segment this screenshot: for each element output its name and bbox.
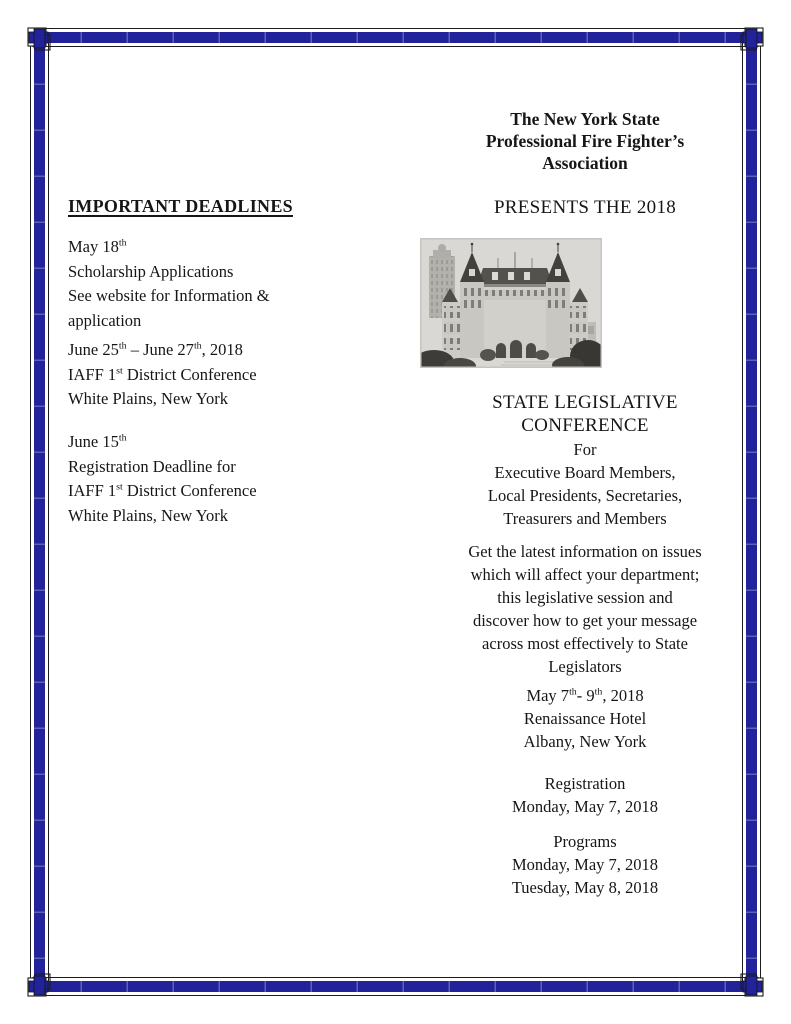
- audience-line: Local Presidents, Secretaries,: [487, 486, 683, 505]
- deadline-text: IAFF 1st District Conference: [68, 364, 257, 384]
- capitol-photo: [420, 238, 750, 368]
- deadline-text: See website for Information &: [68, 286, 270, 305]
- event-dates: May 7th- 9th, 2018: [526, 686, 644, 705]
- conference-title: [420, 392, 750, 437]
- programs-heading: Programs: [553, 832, 617, 851]
- programs-schedule: [420, 830, 750, 899]
- deadline-text: White Plains, New York: [68, 389, 228, 408]
- deadline-item-scholarship: [68, 235, 270, 333]
- description-line: which will affect your department;: [470, 565, 700, 584]
- deadline-date: May 18th: [68, 237, 127, 256]
- event-city: Albany, New York: [523, 732, 647, 751]
- programs-date: Monday, May 7, 2018: [511, 855, 659, 874]
- organization-name-line: The New York State: [510, 109, 660, 129]
- description-line: across most effectively to State: [482, 634, 688, 653]
- capitol-photo-illustration: [420, 238, 602, 368]
- description-line: this legislative session and: [497, 588, 673, 607]
- conference-description: [420, 540, 750, 678]
- event-date-location: [420, 684, 750, 753]
- organization-name-line: Association: [542, 153, 628, 173]
- conference-title-line: STATE LEGISLATIVE: [492, 392, 678, 413]
- registration-date: Monday, May 7, 2018: [511, 797, 659, 816]
- deadline-text: application: [68, 310, 142, 330]
- audience-line: Treasurers and Members: [503, 509, 667, 528]
- deadline-text: IAFF 1st District Conference: [68, 481, 257, 500]
- conference-title-line: CONFERENCE: [521, 414, 649, 436]
- programs-date: Tuesday, May 8, 2018: [511, 878, 659, 897]
- description-line: Legislators: [548, 657, 622, 676]
- deadline-date: June 15th: [68, 432, 127, 451]
- deadlines-heading: IMPORTANT DEADLINES: [68, 196, 293, 216]
- registration-heading: Registration: [544, 774, 626, 793]
- conference-section: [420, 108, 750, 928]
- deadline-item-registration-deadline: [68, 430, 257, 528]
- audience-list: [420, 438, 750, 530]
- deadline-text: Registration Deadline for: [68, 456, 236, 476]
- audience-line: For: [573, 440, 597, 459]
- deadline-date: June 25th – June 27th, 2018: [68, 340, 243, 359]
- registration-schedule: [420, 772, 750, 818]
- deadline-text: White Plains, New York: [68, 505, 228, 525]
- audience-line: Executive Board Members,: [494, 463, 676, 482]
- description-line: Get the latest information on issues: [468, 542, 702, 561]
- deadline-item-iaff-conference: [68, 338, 257, 412]
- deadline-text: Scholarship Applications: [68, 261, 234, 281]
- organization-name-line: Professional Fire Fighter’s: [485, 131, 685, 151]
- description-line: discover how to get your message: [472, 611, 698, 630]
- event-venue: Renaissance Hotel: [523, 709, 647, 728]
- presents-line: PRESENTS THE 2018: [493, 197, 677, 218]
- organization-name: [420, 108, 750, 174]
